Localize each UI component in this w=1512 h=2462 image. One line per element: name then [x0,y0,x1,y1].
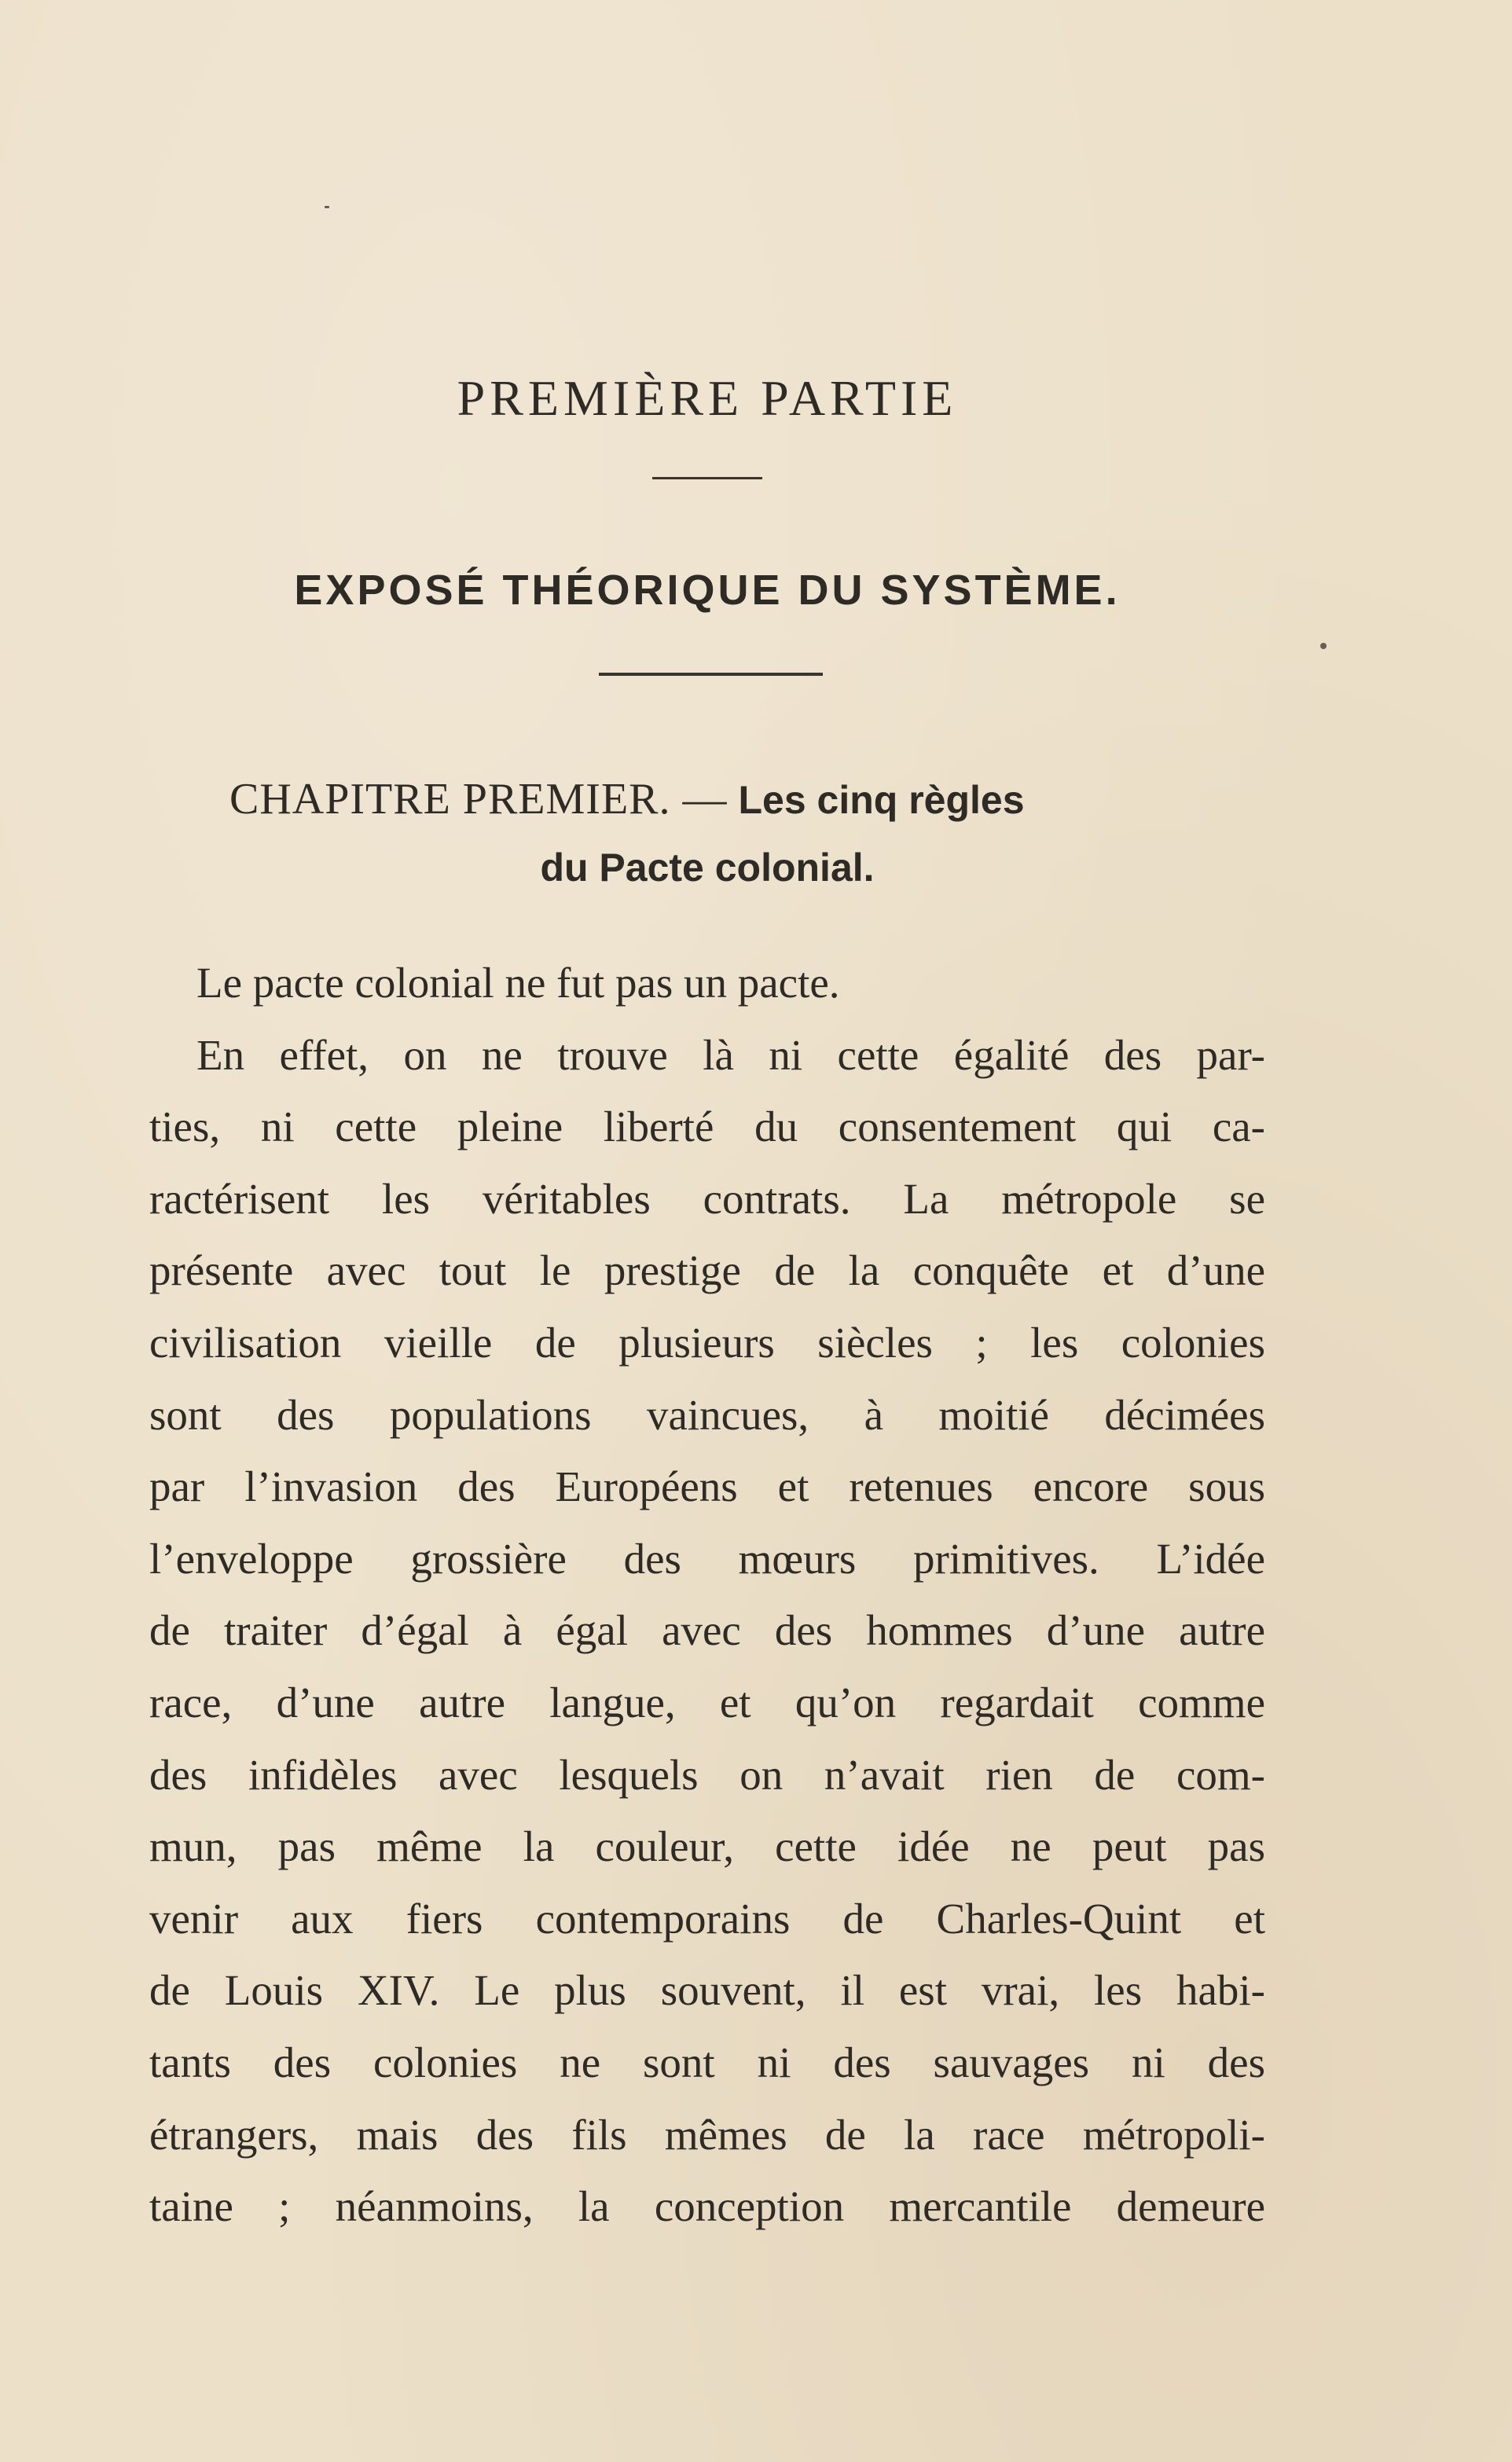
body-line: Le pacte colonial ne fut pas un pacte. [196,959,840,1007]
body-line: sont des populations vaincues, à moitié décimées [149,1390,1265,1439]
body-line: venir aux fiers contemporains de Charles-Quint et [149,1894,1265,1943]
body-line: tants des colonies ne sont ni des sauvages ni des [149,2038,1265,2086]
body-line: ractérisent les véritables contrats. La métropole se [149,1174,1265,1223]
body-line: En effet, on ne trouve là ni cette égalité des par- [196,1030,1265,1079]
body-line: race, d’une autre langue, et qu’on regardait comme [149,1678,1265,1726]
body-line: de Louis XIV. Le plus souvent, il est vrai, les habi- [149,1966,1265,2015]
body-text [149,947,1265,2243]
body-line: étrangers, mais des fils mêmes de la race métropoli- [149,2110,1265,2159]
chapter-label: CHAPITRE PREMIER. — [229,775,728,824]
body-line: présente avec tout le prestige de la conquête et d’une [149,1246,1265,1295]
body-line: ties, ni cette pleine liberté du consentement qui ca- [149,1103,1265,1151]
part-divider [652,477,762,479]
paper-speck [325,206,329,208]
section-title: EXPOSÉ THÉORIQUE DU SYSTÈME. [294,567,1121,614]
body-line: civilisation vieille de plusieurs siècles ; les colonies [149,1318,1265,1367]
body-line: l’enveloppe grossière des mœurs primitives. L’idée [149,1534,1265,1583]
body-line: de traiter d’égal à égal avec des hommes d’une autre [149,1606,1265,1655]
part-title: PREMIÈRE PARTIE [457,370,958,426]
chapter-title-line-1: Les cinq règles [738,778,1025,822]
body-line: taine ; néanmoins, la conception mercantile demeure [149,2182,1265,2231]
body-line: mun, pas même la couleur, cette idée ne peut pas [149,1822,1265,1871]
section-divider [599,673,823,676]
body-line: par l’invasion des Européens et retenues encore sous [149,1462,1265,1511]
body-line: des infidèles avec lesquels on n’avait rien de com- [149,1750,1265,1799]
chapter-title-line-2: du Pacte colonial. [540,846,875,890]
chapter-heading [229,774,1212,824]
paper-speck [1320,643,1327,649]
